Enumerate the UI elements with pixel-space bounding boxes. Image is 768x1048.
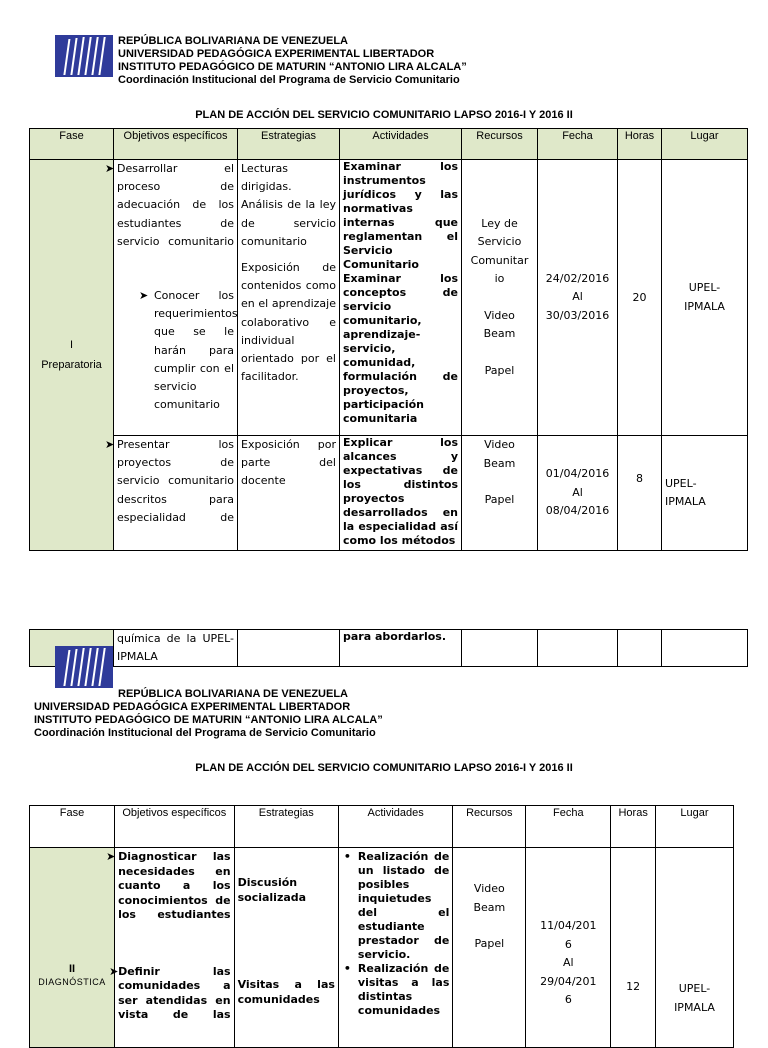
objective-text: química de la UPEL-IPMALA bbox=[117, 632, 234, 664]
objectives-cell bbox=[114, 630, 238, 667]
institution-header-2 bbox=[34, 701, 383, 740]
strategy-text: Lecturas dirigidas. Análisis de la ley de servicio comunitario bbox=[241, 162, 336, 248]
hours-cell: 20 bbox=[618, 160, 662, 436]
resource-line: Papel bbox=[484, 363, 515, 377]
column-header-strategies: Estrategias bbox=[234, 806, 338, 848]
strategies-cell bbox=[238, 436, 340, 551]
header-line-1: REPÚBLICA BOLIVARIANA DE VENEZUELA bbox=[118, 35, 348, 47]
resource-line: Beam bbox=[483, 327, 516, 341]
date-line: 08/04/2016 bbox=[545, 504, 610, 518]
header-line-3: INSTITUTO PEDAGÓGICO DE MATURIN “ANTONIO LIRA ALCALA” bbox=[118, 61, 467, 73]
university-logo bbox=[55, 646, 113, 688]
date-line: Al bbox=[572, 485, 583, 499]
column-header-place: Lugar bbox=[662, 129, 748, 160]
resource-line: Servicio bbox=[477, 235, 522, 249]
column-header-objectives: Objetivos específicos bbox=[115, 806, 235, 848]
objective-text: Desarrollar el proceso de adecuación de los estudiantes de servicio comunitario bbox=[117, 162, 234, 248]
place-line: IPMALA bbox=[665, 495, 706, 508]
table-1-continuation bbox=[29, 629, 748, 667]
header-line-2: UNIVERSIDAD PEDAGÓGICA EXPERIMENTAL LIBERTADOR bbox=[118, 48, 435, 60]
strategy-text: Exposición por parte del docente bbox=[241, 438, 336, 488]
phase-number: II bbox=[68, 963, 76, 975]
strategy-text: Exposición de contenidos como en el aprendizaje colaborativo e individual orientado por el facilitador. bbox=[241, 261, 336, 384]
column-header-objectives: Objetivos específicos bbox=[114, 129, 238, 160]
resource-line: Beam bbox=[483, 456, 516, 470]
column-header-phase: Fase bbox=[30, 806, 115, 848]
strategies-cell bbox=[234, 848, 338, 1048]
phase-cell bbox=[30, 160, 114, 551]
header-line-4: Coordinación Institucional del Programa de Servicio Comunitario bbox=[118, 74, 460, 86]
resource-line: Ley de bbox=[481, 216, 518, 230]
header-line-1: REPÚBLICA BOLIVARIANA DE VENEZUELA bbox=[118, 688, 348, 700]
date-line: 11/04/201 bbox=[540, 919, 597, 932]
phase-number: I bbox=[69, 339, 74, 351]
strategies-cell bbox=[238, 160, 340, 436]
place-line: IPMALA bbox=[684, 299, 725, 313]
action-plan-table-1 bbox=[29, 128, 748, 551]
column-header-hours: Horas bbox=[611, 806, 656, 848]
action-plan-table-2 bbox=[29, 805, 734, 1048]
date-line: Al bbox=[563, 956, 574, 969]
date-cell bbox=[526, 848, 611, 1048]
resources-cell bbox=[462, 436, 538, 551]
hours-cell: 8 bbox=[618, 436, 662, 551]
table-row bbox=[30, 160, 748, 436]
column-header-activities: Actividades bbox=[338, 806, 452, 848]
hours-cell bbox=[618, 630, 662, 667]
resource-line: io bbox=[494, 272, 505, 286]
column-header-phase: Fase bbox=[30, 129, 114, 160]
date-line: 6 bbox=[564, 937, 572, 951]
objective-text: Conocer los requerimientos que se le harán para cumplir con el servicio comunitario bbox=[154, 289, 238, 412]
activities-cell bbox=[340, 630, 462, 667]
table-row bbox=[30, 630, 748, 667]
phase-cell bbox=[30, 848, 115, 1048]
hours-cell: 12 bbox=[611, 848, 656, 1048]
phase-name: DIAGNÓSTICA bbox=[38, 977, 106, 987]
place-cell bbox=[662, 160, 748, 436]
date-line: 6 bbox=[564, 993, 572, 1006]
resource-line: Video bbox=[484, 438, 515, 451]
date-cell bbox=[538, 160, 618, 436]
phase-name: Preparatoria bbox=[41, 359, 102, 371]
activity-text: para abordarlos. bbox=[343, 630, 447, 643]
header-line-3: INSTITUTO PEDAGÓGICO DE MATURIN “ANTONIO LIRA ALCALA” bbox=[34, 714, 383, 726]
date-line: 29/04/201 bbox=[540, 974, 597, 988]
date-cell bbox=[538, 630, 618, 667]
resources-cell bbox=[462, 160, 538, 436]
resource-line: Beam bbox=[473, 900, 506, 914]
column-header-place: Lugar bbox=[655, 806, 733, 848]
strategies-cell bbox=[238, 630, 340, 667]
plan-title: PLAN DE ACCIÓN DEL SERVICIO COMUNITARIO LAPSO 2016-I Y 2016 II bbox=[195, 762, 573, 774]
resource-line: Video bbox=[473, 882, 505, 895]
resource-line: Comunitar bbox=[470, 253, 529, 267]
activities-cell bbox=[340, 160, 462, 436]
activities-cell bbox=[340, 436, 462, 551]
resources-cell bbox=[453, 848, 526, 1048]
column-header-activities: Actividades bbox=[340, 129, 462, 160]
plan-title: PLAN DE ACCIÓN DEL SERVICIO COMUNITARIO LAPSO 2016-I Y 2016 II bbox=[195, 109, 573, 121]
objective-text: Diagnosticar las necesidades en cuanto a los conocimientos de los estudiantes bbox=[118, 850, 231, 921]
objectives-cell: ➤ Diagnosticar las necesidades en cuanto a los conocimientos de los estudiantes ➤ Definir las comunidades a ser atendidas en vista de las bbox=[115, 848, 235, 1048]
header-line-2: UNIVERSIDAD PEDAGÓGICA EXPERIMENTAL LIBERTADOR bbox=[34, 701, 351, 713]
place-line: UPEL- bbox=[678, 982, 711, 995]
place-cell bbox=[662, 436, 748, 551]
activity-text: • Realización de visitas a las distintas comunidades bbox=[358, 962, 449, 1018]
resources-cell bbox=[462, 630, 538, 667]
table-row bbox=[30, 436, 748, 551]
objective-text: Definir las comunidades a ser atendidas en vista de las bbox=[118, 964, 231, 1021]
date-line: 24/02/2016 bbox=[545, 271, 610, 285]
activity-text: Explicar los alcances y expectativas de los distintos proyectos desarrollados en la especialidad así como los métodos bbox=[343, 436, 458, 547]
strategy-text: Discusión socializada bbox=[237, 876, 307, 904]
place-line: UPEL- bbox=[665, 476, 697, 490]
place-line: IPMALA bbox=[674, 1000, 715, 1014]
place-line: UPEL- bbox=[688, 281, 721, 294]
date-line: 01/04/2016 bbox=[545, 467, 610, 481]
resource-line: Papel bbox=[484, 493, 515, 506]
header-line-4: Coordinación Institucional del Programa de Servicio Comunitario bbox=[34, 727, 376, 739]
column-header-hours: Horas bbox=[618, 129, 662, 160]
activity-text: Examinar los conceptos de servicio comunitario, aprendizaje-servicio, comunidad, formulación de proyectos, participación comunitaria bbox=[343, 272, 458, 425]
objectives-cell: ➤ Presentar los proyectos de servicio comunitario descritos para especialidad de bbox=[114, 436, 238, 551]
objectives-cell: ➤ Desarrollar el proceso de adecuación de los estudiantes de servicio comunitario ➤ Conocer los requerimientos que se le harán para cumplir con el servicio comunitario bbox=[114, 160, 238, 436]
date-line: 30/03/2016 bbox=[545, 308, 610, 322]
column-header-resources: Recursos bbox=[462, 129, 538, 160]
activities-cell bbox=[338, 848, 452, 1048]
place-cell bbox=[655, 848, 733, 1048]
column-header-date: Fecha bbox=[538, 129, 618, 160]
objective-text: Presentar los proyectos de servicio comunitario descritos para especialidad de bbox=[117, 438, 234, 524]
resource-line: Video bbox=[484, 308, 515, 322]
institution-header bbox=[118, 35, 467, 87]
date-cell bbox=[538, 436, 618, 551]
university-logo bbox=[55, 35, 113, 77]
resource-line: Papel bbox=[474, 937, 505, 950]
table-row bbox=[30, 848, 734, 1048]
column-header-date: Fecha bbox=[526, 806, 611, 848]
column-header-resources: Recursos bbox=[453, 806, 526, 848]
strategy-text: Visitas a las comunidades bbox=[237, 978, 335, 1006]
column-header-strategies: Estrategias bbox=[238, 129, 340, 160]
activity-text: • Realización de un listado de posibles inquietudes del el estudiante prestador de servicio. bbox=[358, 850, 449, 962]
place-cell bbox=[662, 630, 748, 667]
activity-text: Examinar los instrumentos jurídicos y las normativas internas que reglamentan el Servicio Comunitario bbox=[343, 160, 458, 271]
date-line: Al bbox=[572, 290, 583, 304]
